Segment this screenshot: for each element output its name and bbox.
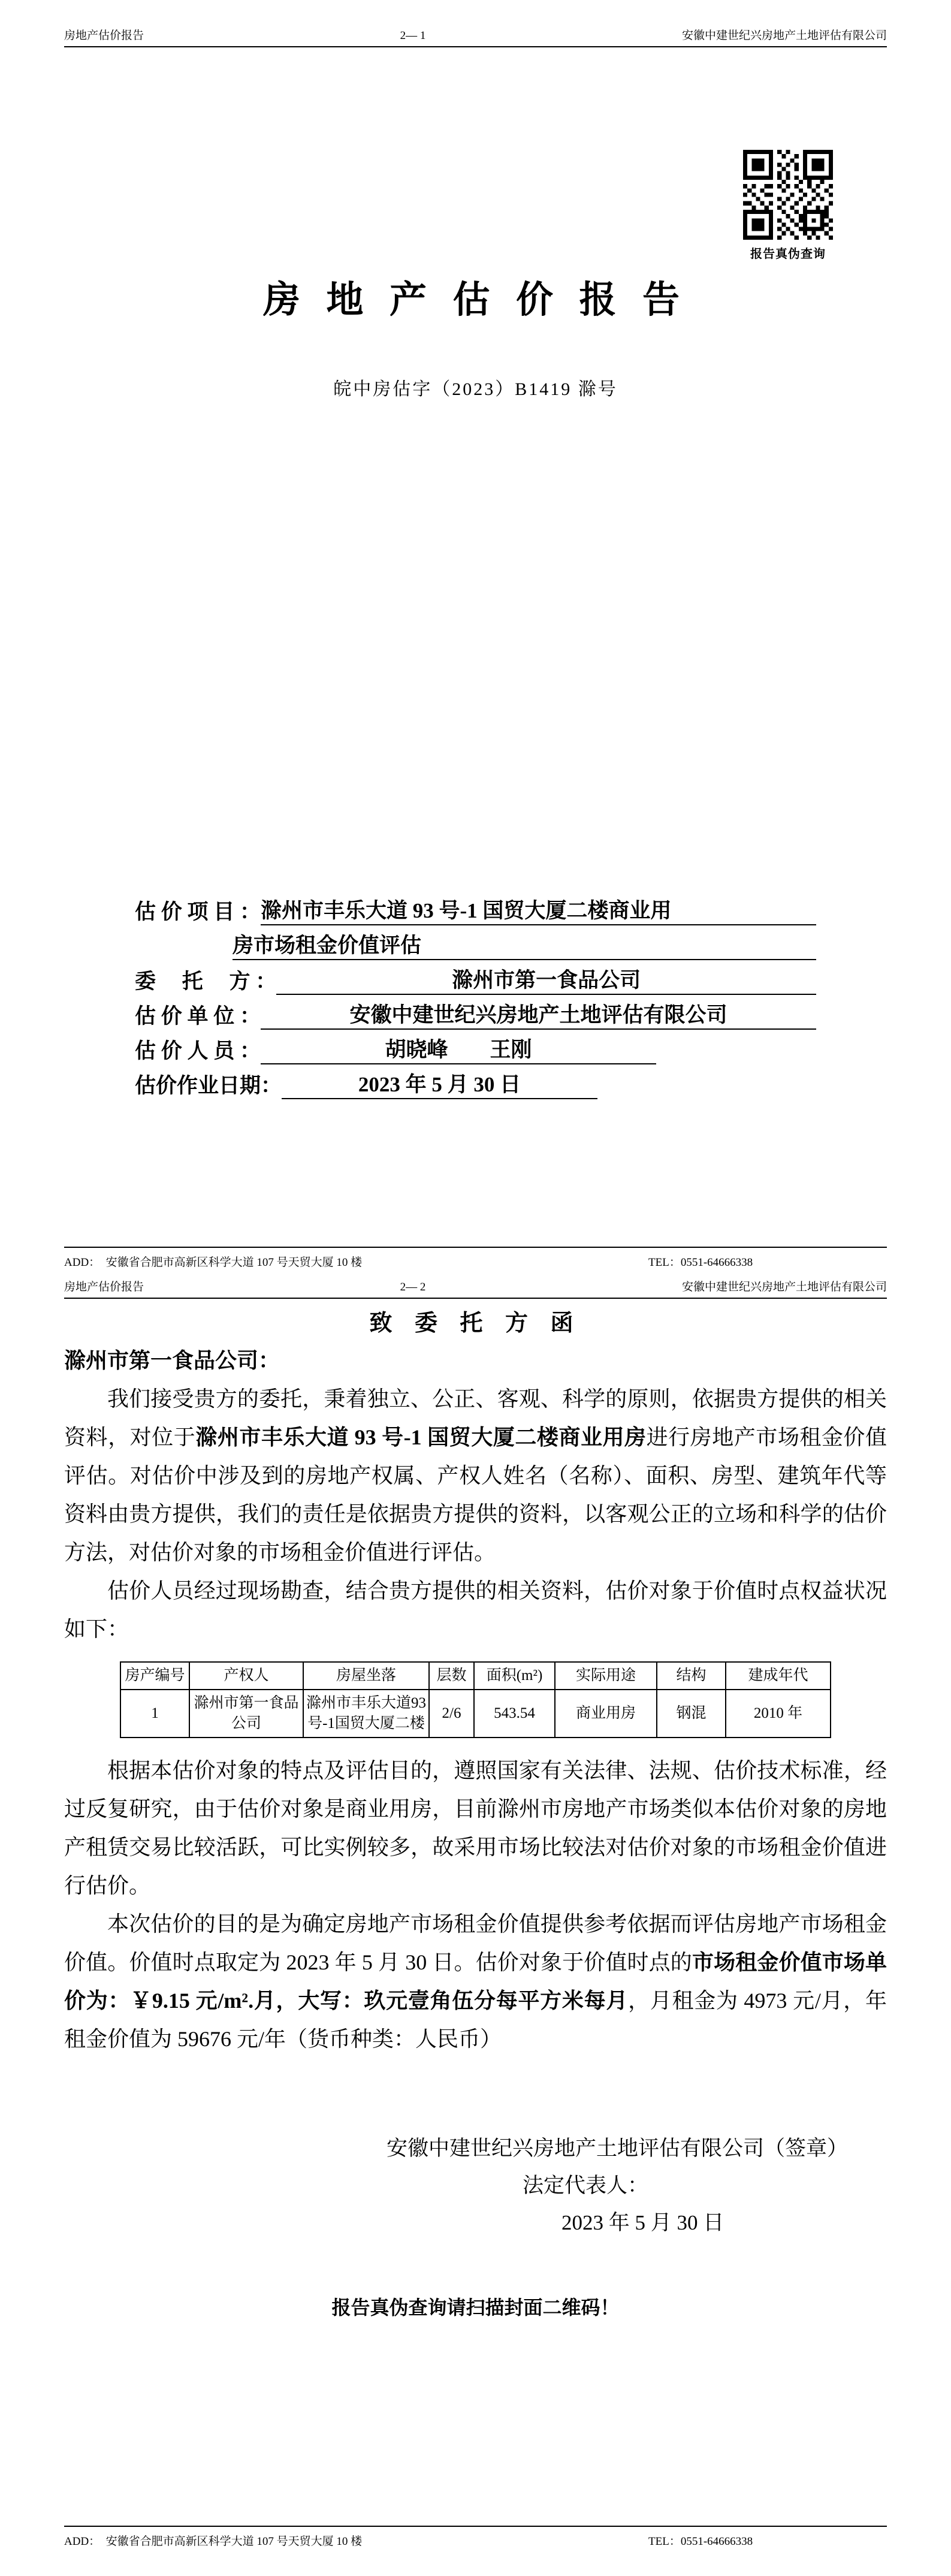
header-company-name: 安徽中建世纪兴房地产土地评估有限公司 <box>681 1281 887 1293</box>
col-header-structure: 结构 <box>657 1662 726 1690</box>
cell-area: 543.54 <box>474 1690 555 1738</box>
qr-code-icon <box>743 150 833 240</box>
cell-owner: 滁州市第一食品公司 <box>189 1690 303 1738</box>
letter-title: 致 委 托 方 函 <box>369 1311 582 1336</box>
footer-address: ADD： 安徽省合肥市高新区科学大道 107 号天贸大厦 10 楼 <box>64 1256 363 1269</box>
form-row-staff <box>135 1030 816 1064</box>
signature-block <box>64 2130 887 2242</box>
col-header-location: 房屋坐落 <box>303 1662 429 1690</box>
report-number: 皖中房估字（2023）B1419 滁号 <box>333 379 618 399</box>
footer-tel: TEL：0551-64666338 <box>648 2535 753 2548</box>
form-row-agency <box>135 995 816 1030</box>
paragraph-4 <box>64 1905 887 2058</box>
col-header-use: 实际用途 <box>555 1662 657 1690</box>
client-value: 滁州市第一食品公司 <box>452 969 641 992</box>
form-row-client <box>135 960 816 995</box>
header-page-number: 2— 1 <box>400 29 426 42</box>
running-footer <box>64 2526 887 2548</box>
col-header-area: 面积(m²) <box>474 1662 555 1690</box>
col-header-owner: 产权人 <box>189 1662 303 1690</box>
paragraph-1-text-c: 进行房地产市场租金价值评估。对估价中涉及到的房地产权属、产权人姓名（名称）、面积、房型、建筑年代等资料由贵方提供，我们的责任是依据贵方提供的资料，以客观公正的立场和科学的估价方法，对估价对象的市场租金价值进行评估。 <box>64 1425 887 1564</box>
qr-block <box>743 150 833 261</box>
report-title: 房 地 产 估 价 报 告 <box>262 280 688 321</box>
cell-use: 商业用房 <box>555 1690 657 1738</box>
work-date-value: 2023 年 5 月 30 日 <box>358 1073 521 1096</box>
salutation: 滁州市第一食品公司： <box>64 1349 280 1373</box>
client-underline <box>276 964 816 995</box>
page-2 <box>0 1271 951 2576</box>
project-underline <box>261 894 816 925</box>
paragraph-1-text-a: 我们接受贵方的委托，秉着独立、公正、客观、科学的原则，依据贵方提供的相关资料，对位于 <box>64 1387 887 1449</box>
letter-body <box>64 1341 887 2327</box>
work-date-underline <box>282 1068 597 1099</box>
paragraph-1-property-bold: 滁州市丰乐大道 93 号-1 国贸大厦二楼商业用房 <box>195 1425 647 1449</box>
running-header <box>64 1278 887 1299</box>
paragraph-3: 根据本估价对象的特点及评估目的，遵照国家有关法律、法规、估价技术标准，经过反复研究，由于估价对象是商业用房，目前滁州市房地产市场类似本估价对象的房地产租赁交易比较活跃，可比实例较多，故采用市场比较法对估价对象的市场租金价值进行估价。 <box>64 1758 887 1898</box>
client-label: 委 托 方 ： <box>135 970 277 993</box>
project-value-line1: 滁州市丰乐大道 93 号-1 国贸大厦二楼商业用 <box>261 899 672 922</box>
staff-underline <box>261 1033 656 1064</box>
cell-structure: 钢混 <box>657 1690 726 1738</box>
running-footer <box>64 1247 887 1269</box>
cell-property-no: 1 <box>120 1690 189 1738</box>
property-table <box>120 1661 831 1738</box>
qr-verify-label: 报告真伪查询 <box>750 248 826 261</box>
project-label: 估 价 项 目 ： <box>135 900 261 924</box>
footer-tel: TEL：0551-64666338 <box>648 1256 753 1269</box>
form-row-project-cont <box>135 925 816 960</box>
col-header-property-no: 房产编号 <box>120 1662 189 1690</box>
signature-date: 2023 年 5 月 30 日 <box>561 2211 724 2234</box>
paragraph-1 <box>64 1380 887 1571</box>
cell-floor: 2/6 <box>429 1690 474 1738</box>
staff-value: 胡晓峰 王刚 <box>385 1038 532 1061</box>
project-value-line2: 房市场租金价值评估 <box>233 934 422 957</box>
agency-label: 估 价 单 位 ： <box>135 1005 261 1028</box>
cell-location: 滁州市丰乐大道93号-1国贸大厦二楼 <box>303 1690 429 1738</box>
footer-address: ADD： 安徽省合肥市高新区科学大道 107 号天贸大厦 10 楼 <box>64 2535 363 2548</box>
agency-value: 安徽中建世纪兴房地产土地评估有限公司 <box>349 1003 727 1027</box>
table-header-row <box>120 1662 831 1690</box>
col-header-floor: 层数 <box>429 1662 474 1690</box>
paragraph-2: 估价人员经过现场勘查，结合贵方提供的相关资料，估价对象于价值时点权益状况如下： <box>64 1579 887 1641</box>
header-page-number: 2— 2 <box>400 1281 426 1293</box>
paragraph-4-rent-value-bold: 市场租金价值市场单价为：￥9.15 元/m².月，大写：玖元壹角伍分每平方米每月 <box>64 1950 887 2013</box>
header-doc-title: 房地产估价报告 <box>64 1281 144 1293</box>
signature-legal-representative: 法定代表人： <box>523 2174 649 2197</box>
header-company-name: 安徽中建世纪兴房地产土地评估有限公司 <box>681 29 887 42</box>
page-1 <box>0 0 951 1271</box>
project-underline-2 <box>233 929 816 960</box>
paragraph-4-text-c: ，月租金为 4973 元/月，年租金价值为 59676 元/年（货币种类：人民币） <box>64 1989 887 2051</box>
work-date-label: 估价作业日期： <box>135 1074 282 1097</box>
staff-label: 估 价 人 员 ： <box>135 1039 261 1063</box>
running-header <box>64 26 887 47</box>
cover-form <box>135 891 816 1099</box>
form-row-project <box>135 891 816 925</box>
signature-company: 安徽中建世纪兴房地产土地评估有限公司（签章） <box>387 2137 849 2160</box>
qr-scan-notice: 报告真伪查询请扫描封面二维码！ <box>331 2297 620 2318</box>
col-header-year: 建成年代 <box>726 1662 831 1690</box>
paragraph-4-text-a: 本次估价的目的是为确定房地产市场租金价值提供参考依据而评估房地产市场租金价值。价值时点取定为 2023 年 5 月 30 日。估价对象于价值时点的 <box>64 1912 887 1974</box>
agency-underline <box>261 999 816 1030</box>
form-row-date <box>135 1064 816 1099</box>
cell-year: 2010 年 <box>726 1690 831 1738</box>
header-doc-title: 房地产估价报告 <box>64 29 144 42</box>
table-row <box>120 1690 831 1738</box>
